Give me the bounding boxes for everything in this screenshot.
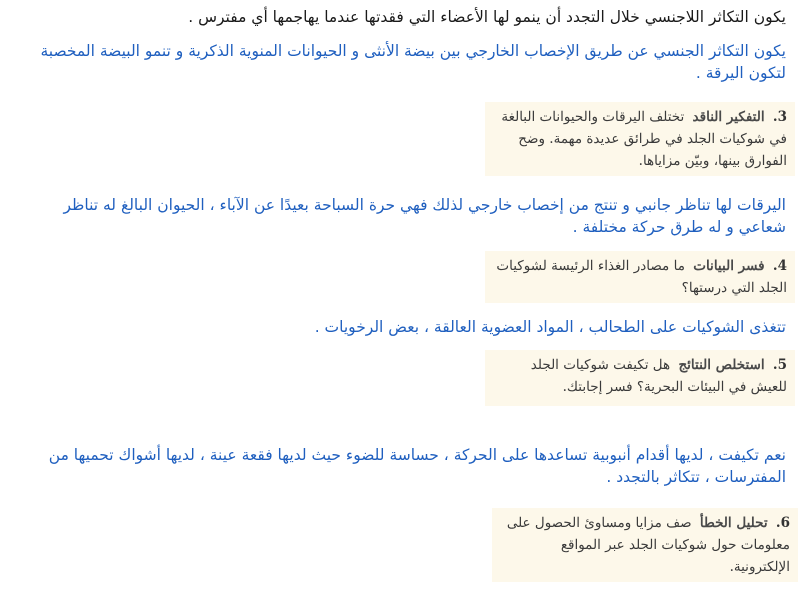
question-text: ما مصادر الغذاء الرئيسة لشوكيات الجلد التي درستها؟ <box>496 258 787 296</box>
question-heading: تحليل الخطأ <box>699 515 768 531</box>
question-heading: التفكير الناقد <box>692 109 765 125</box>
answer-adaptations: نعم تكيفت ، لديها أقدام أنبوبية تساعدها على الحركة ، حساسة للضوء حيث لديها فقعة عينة ، لديها أشواك تحميها من المفترسات ، تتكاثر بالتجدد . <box>48 446 786 486</box>
question-text: هل تكيفت شوكيات الجلد للعيش في البيئات البحرية؟ فسر إجابتك. <box>530 357 787 395</box>
answer-asexual-reproduction: يكون التكاثر اللاجنسي خلال التجدد أن ينمو لها الأعضاء التي فقدتها عندما يهاجمها أي مفترس . <box>188 8 786 26</box>
question-heading: فسر البيانات <box>693 258 765 274</box>
question-number: 4. <box>772 258 787 274</box>
question-heading: استخلص النتائج <box>678 357 765 373</box>
question-text: تختلف اليرقات والحيوانات البالغة في شوكيات الجلد في طرائق عديدة مهمة. وضح الفوارق بينها، وبيّن مزاياها. <box>501 109 787 169</box>
question-5-box <box>485 350 795 406</box>
question-number: 6. <box>775 515 790 531</box>
answer-sexual-reproduction: يكون التكاثر الجنسي عن طريق الإخصاب الخارجي بين بيضة الأنثى و الحيوانات المنوية الذكرية و تنمو البيضة المخصبة لتكون اليرقة . <box>40 42 786 82</box>
question-number: 3. <box>772 109 787 125</box>
question-text: صف مزايا ومساوئ الحصول على معلومات حول شوكيات الجلد عبر المواقع الإلكترونية. <box>506 515 790 575</box>
question-4-box <box>485 251 795 303</box>
question-3-box <box>485 102 795 176</box>
answer-food-sources: تتغذى الشوكيات على الطحالب ، المواد العضوية العالقة ، بعض الرخويات . <box>314 318 786 336</box>
answer-larvae-vs-adults: اليرقات لها تناظر جانبي و تنتج من إخصاب خارجي لذلك فهي حرة السباحة بعيدًا عن الآباء ، الحيوان البالغ له تناظر شعاعي و له طرق حركة مختلفة . <box>63 196 786 236</box>
question-6-box <box>492 508 798 582</box>
question-number: 5. <box>772 357 787 373</box>
